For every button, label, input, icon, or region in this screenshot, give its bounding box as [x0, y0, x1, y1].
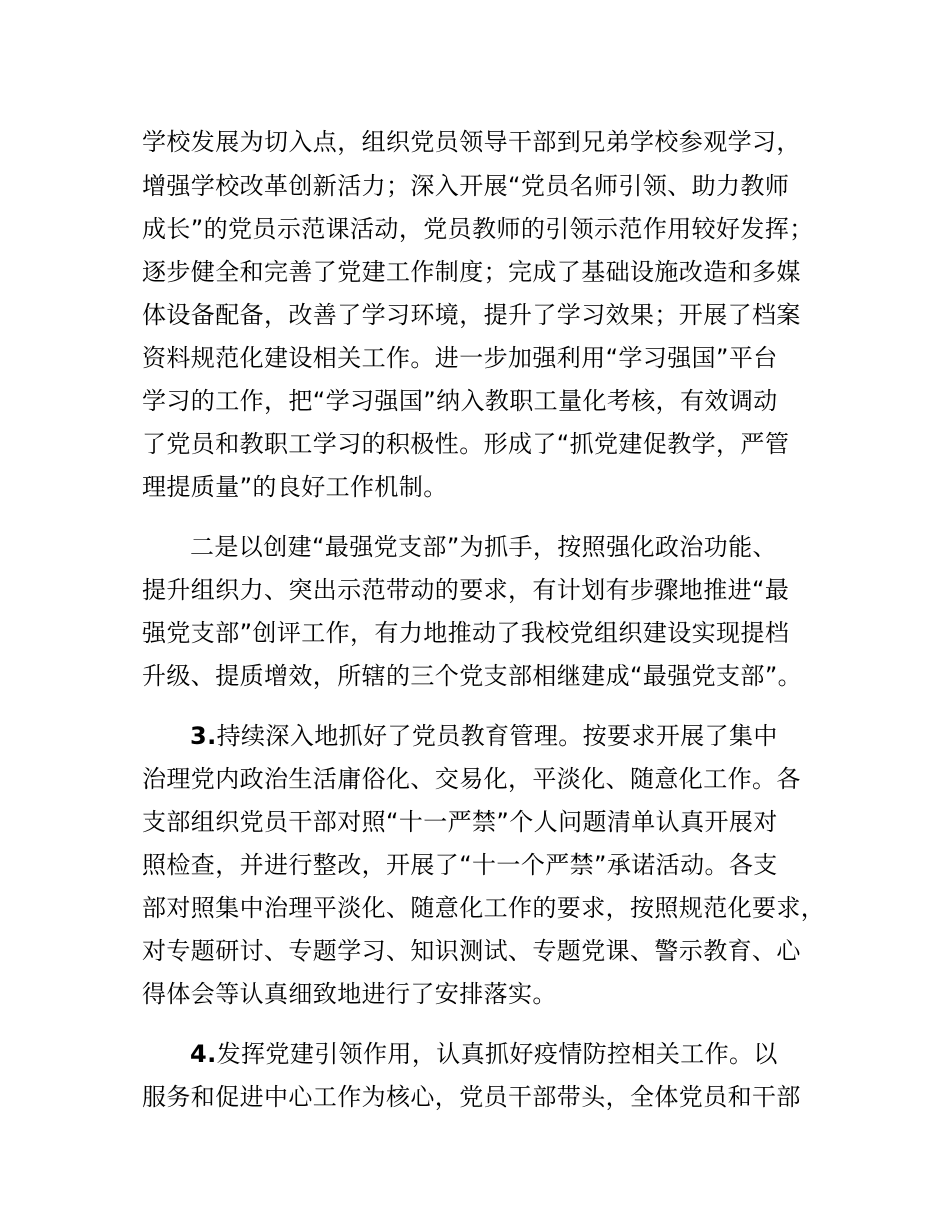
text-line — [190, 716, 890, 756]
text-line: 了党员和教职工学习的积极性。形成了“抓党建促教学，严管 — [142, 430, 790, 458]
text-line: 增强学校改革创新活力；深入开展“党员名师引领、助力教师 — [142, 172, 790, 200]
line-text: 持续深入地抓好了党员教育管理。按要求开展了集中 — [216, 722, 778, 750]
text-line: 支部组织党员干部对照“十一严禁”个人问题清单认真开展对 — [142, 808, 778, 836]
text-line: 照检查，并进行整改，开展了“十一个严禁”承诺活动。各支 — [142, 851, 778, 879]
text-line: 逐步健全和完善了党建工作制度；完成了基础设施改造和多媒 — [142, 258, 801, 286]
line-text: 发挥党建引领作用，认真抓好疫情防控相关工作。以 — [216, 1040, 778, 1068]
item-number: 3. — [190, 722, 217, 750]
text-line: 强党支部”创评工作，有力地推动了我校党组织建设实现提档 — [142, 619, 790, 647]
text-line: 学习的工作，把“学习强国”纳入教职工量化考核，有效调动 — [142, 387, 778, 415]
text-line: 成长”的党员示范课活动，党员教师的引领示范作用较好发挥； — [142, 215, 814, 243]
text-line: 服务和促进中心工作为核心，党员干部带头，全体党员和干部 — [142, 1083, 801, 1111]
text-line: 学校发展为切入点，组织党员领导干部到兄弟学校参观学习， — [142, 128, 801, 156]
text-line: 提升组织力、突出示范带动的要求，有计划有步骤地推进“最 — [142, 576, 790, 604]
text-line: 对专题研讨、专题学习、知识测试、专题党课、警示教育、心 — [142, 937, 801, 965]
item-number: 4. — [190, 1040, 217, 1068]
text-line — [190, 1034, 890, 1074]
text-line: 升级、提质增效，所辖的三个党支部相继建成“最强党支部”。 — [142, 662, 803, 690]
text-line: 部对照集中治理平淡化、随意化工作的要求，按照规范化要求， — [142, 894, 826, 922]
text-line: 得体会等认真细致地进行了安排落实。 — [142, 980, 557, 1008]
text-line: 资料规范化建设相关工作。进一步加强利用“学习强国”平台 — [142, 344, 778, 372]
text-line: 体设备配备，改善了学习环境，提升了学习效果；开展了档案 — [142, 301, 801, 329]
text-line: 治理党内政治生活庸俗化、交易化，平淡化、随意化工作。各 — [142, 765, 801, 793]
text-line: 二是以创建“最强党支部”为抓手，按照强化政治功能、 — [190, 533, 777, 561]
text-line: 理提质量”的良好工作机制。 — [142, 473, 448, 501]
